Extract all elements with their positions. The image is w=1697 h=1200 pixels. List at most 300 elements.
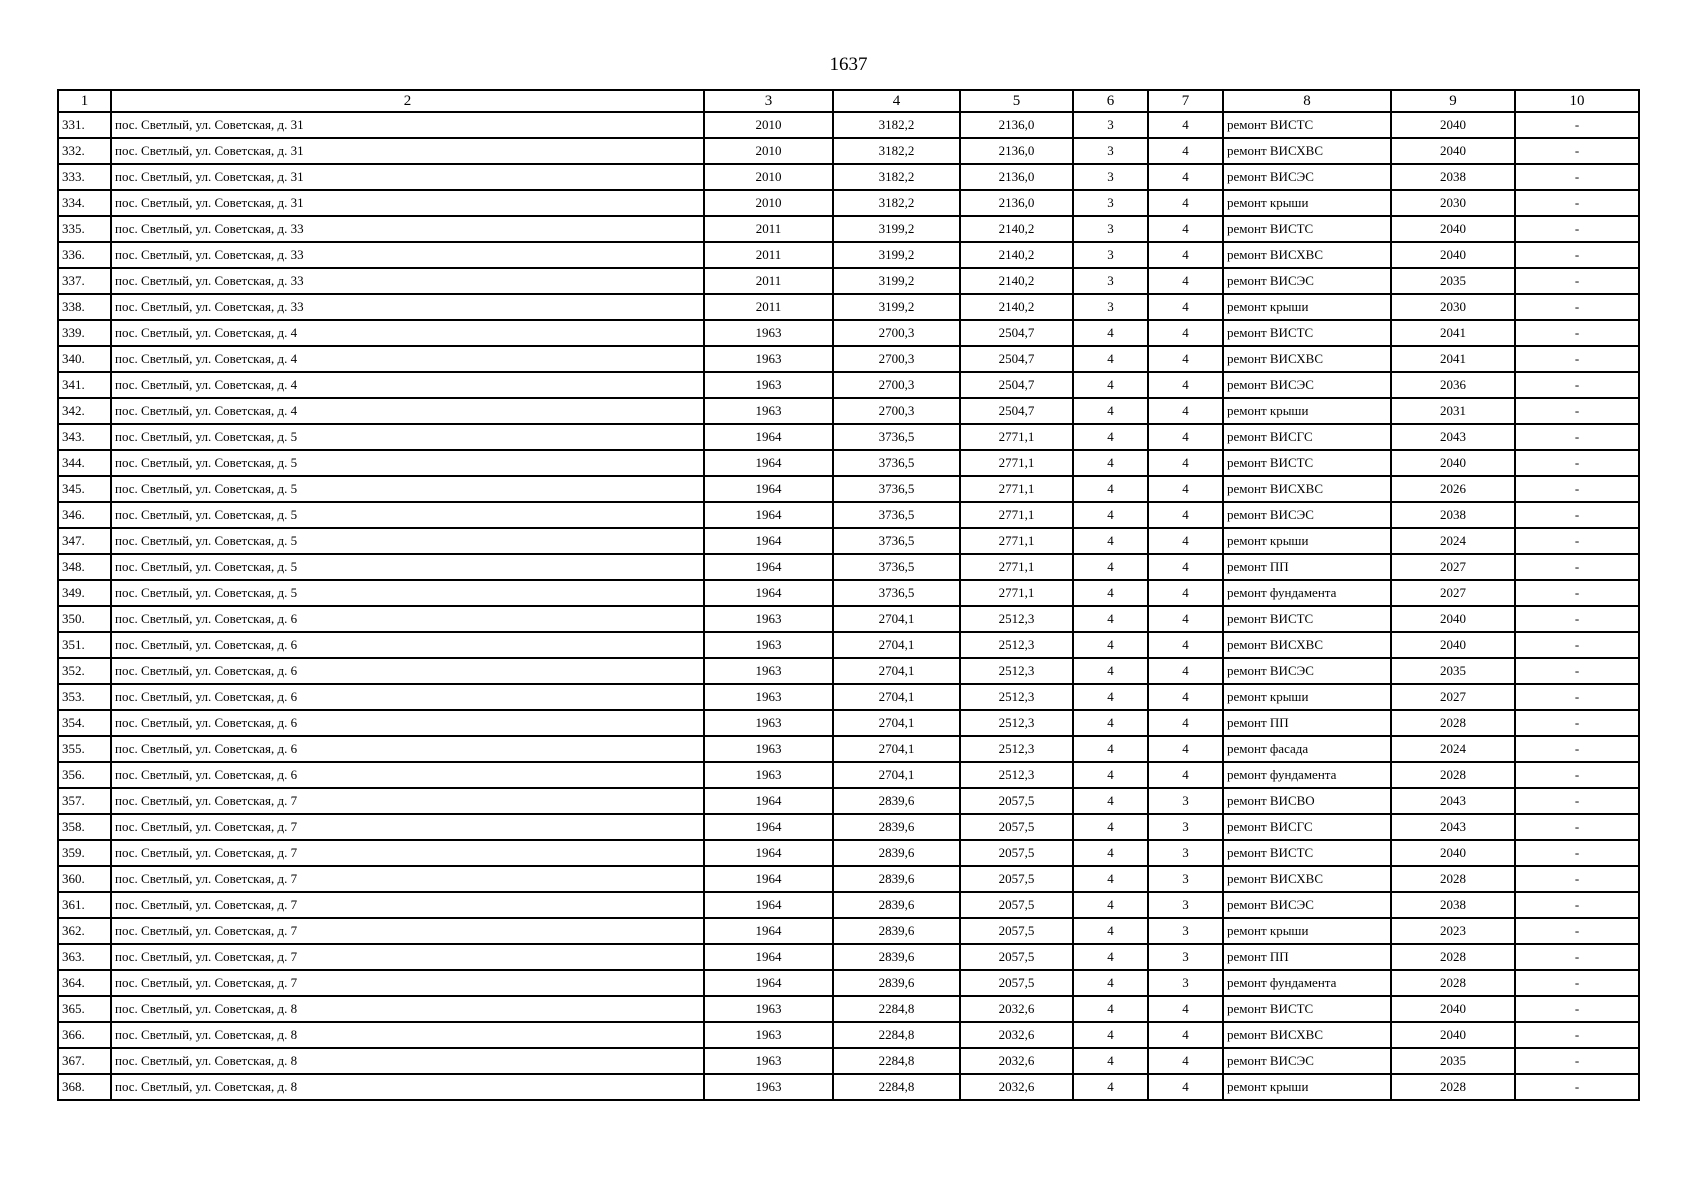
floors-cell: 4 [1073, 580, 1148, 606]
column-header: 1 [58, 90, 111, 112]
note-cell: - [1515, 918, 1639, 944]
residential-area-cell: 2512,3 [960, 632, 1073, 658]
planned-year-cell: 2030 [1391, 294, 1515, 320]
work-type-cell: ремонт крыши [1223, 684, 1391, 710]
table-row [58, 970, 1639, 996]
year-built-cell: 1963 [704, 762, 833, 788]
entrances-cell: 4 [1148, 164, 1223, 190]
data-table [57, 89, 1640, 1101]
residential-area-cell: 2512,3 [960, 762, 1073, 788]
row-number-cell: 345. [58, 476, 111, 502]
entrances-cell: 3 [1148, 814, 1223, 840]
address-cell: пос. Светлый, ул. Советская, д. 4 [111, 346, 704, 372]
entrances-cell: 4 [1148, 1048, 1223, 1074]
row-number-cell: 361. [58, 892, 111, 918]
table-row [58, 944, 1639, 970]
note-cell: - [1515, 762, 1639, 788]
work-type-cell: ремонт ВИСХВС [1223, 476, 1391, 502]
year-built-cell: 2011 [704, 216, 833, 242]
work-type-cell: ремонт ВИСТС [1223, 112, 1391, 138]
planned-year-cell: 2038 [1391, 164, 1515, 190]
row-number-cell: 360. [58, 866, 111, 892]
note-cell: - [1515, 450, 1639, 476]
work-type-cell: ремонт ПП [1223, 944, 1391, 970]
work-type-cell: ремонт ВИСХВС [1223, 866, 1391, 892]
table-row [58, 1074, 1639, 1100]
address-cell: пос. Светлый, ул. Советская, д. 33 [111, 268, 704, 294]
address-cell: пос. Светлый, ул. Советская, д. 6 [111, 684, 704, 710]
planned-year-cell: 2040 [1391, 840, 1515, 866]
floors-cell: 4 [1073, 814, 1148, 840]
floors-cell: 3 [1073, 294, 1148, 320]
table-row [58, 710, 1639, 736]
planned-year-cell: 2041 [1391, 346, 1515, 372]
row-number-cell: 352. [58, 658, 111, 684]
entrances-cell: 4 [1148, 736, 1223, 762]
address-cell: пос. Светлый, ул. Советская, д. 4 [111, 320, 704, 346]
year-built-cell: 1964 [704, 970, 833, 996]
total-area-cell: 3736,5 [833, 476, 960, 502]
row-number-cell: 367. [58, 1048, 111, 1074]
entrances-cell: 3 [1148, 944, 1223, 970]
row-number-cell: 344. [58, 450, 111, 476]
total-area-cell: 2839,6 [833, 970, 960, 996]
entrances-cell: 4 [1148, 268, 1223, 294]
table-row [58, 398, 1639, 424]
year-built-cell: 1964 [704, 788, 833, 814]
work-type-cell: ремонт ВИСЭС [1223, 892, 1391, 918]
note-cell: - [1515, 294, 1639, 320]
table-row [58, 684, 1639, 710]
planned-year-cell: 2024 [1391, 528, 1515, 554]
table-row [58, 840, 1639, 866]
row-number-cell: 334. [58, 190, 111, 216]
table-row [58, 736, 1639, 762]
floors-cell: 4 [1073, 606, 1148, 632]
note-cell: - [1515, 736, 1639, 762]
address-cell: пос. Светлый, ул. Советская, д. 8 [111, 996, 704, 1022]
entrances-cell: 4 [1148, 1022, 1223, 1048]
note-cell: - [1515, 788, 1639, 814]
work-type-cell: ремонт ВИСХВС [1223, 242, 1391, 268]
residential-area-cell: 2771,1 [960, 424, 1073, 450]
address-cell: пос. Светлый, ул. Советская, д. 5 [111, 580, 704, 606]
total-area-cell: 2284,8 [833, 1074, 960, 1100]
residential-area-cell: 2504,7 [960, 346, 1073, 372]
total-area-cell: 3736,5 [833, 528, 960, 554]
planned-year-cell: 2035 [1391, 268, 1515, 294]
entrances-cell: 4 [1148, 580, 1223, 606]
total-area-cell: 3182,2 [833, 112, 960, 138]
floors-cell: 4 [1073, 1022, 1148, 1048]
table-row [58, 268, 1639, 294]
total-area-cell: 2839,6 [833, 840, 960, 866]
planned-year-cell: 2043 [1391, 788, 1515, 814]
work-type-cell: ремонт ВИСТС [1223, 450, 1391, 476]
residential-area-cell: 2057,5 [960, 918, 1073, 944]
entrances-cell: 4 [1148, 632, 1223, 658]
note-cell: - [1515, 996, 1639, 1022]
residential-area-cell: 2057,5 [960, 788, 1073, 814]
entrances-cell: 3 [1148, 840, 1223, 866]
residential-area-cell: 2136,0 [960, 164, 1073, 190]
residential-area-cell: 2057,5 [960, 814, 1073, 840]
year-built-cell: 2010 [704, 190, 833, 216]
year-built-cell: 1963 [704, 658, 833, 684]
entrances-cell: 4 [1148, 242, 1223, 268]
address-cell: пос. Светлый, ул. Советская, д. 6 [111, 632, 704, 658]
entrances-cell: 4 [1148, 320, 1223, 346]
residential-area-cell: 2504,7 [960, 398, 1073, 424]
floors-cell: 4 [1073, 918, 1148, 944]
table-row [58, 112, 1639, 138]
year-built-cell: 1963 [704, 632, 833, 658]
floors-cell: 4 [1073, 346, 1148, 372]
total-area-cell: 3182,2 [833, 138, 960, 164]
floors-cell: 4 [1073, 736, 1148, 762]
year-built-cell: 2011 [704, 294, 833, 320]
work-type-cell: ремонт ПП [1223, 710, 1391, 736]
column-header: 2 [111, 90, 704, 112]
planned-year-cell: 2027 [1391, 554, 1515, 580]
entrances-cell: 4 [1148, 424, 1223, 450]
total-area-cell: 2839,6 [833, 866, 960, 892]
address-cell: пос. Светлый, ул. Советская, д. 5 [111, 450, 704, 476]
year-built-cell: 1963 [704, 346, 833, 372]
row-number-cell: 343. [58, 424, 111, 450]
floors-cell: 3 [1073, 268, 1148, 294]
row-number-cell: 355. [58, 736, 111, 762]
year-built-cell: 1964 [704, 918, 833, 944]
row-number-cell: 364. [58, 970, 111, 996]
total-area-cell: 2704,1 [833, 684, 960, 710]
column-header: 10 [1515, 90, 1639, 112]
table-row [58, 554, 1639, 580]
residential-area-cell: 2512,3 [960, 736, 1073, 762]
year-built-cell: 1963 [704, 398, 833, 424]
table-row [58, 918, 1639, 944]
work-type-cell: ремонт ВИСХВС [1223, 1022, 1391, 1048]
table-body [58, 112, 1639, 1100]
entrances-cell: 4 [1148, 684, 1223, 710]
row-number-cell: 353. [58, 684, 111, 710]
address-cell: пос. Светлый, ул. Советская, д. 7 [111, 892, 704, 918]
residential-area-cell: 2771,1 [960, 476, 1073, 502]
address-cell: пос. Светлый, ул. Советская, д. 4 [111, 398, 704, 424]
note-cell: - [1515, 372, 1639, 398]
address-cell: пос. Светлый, ул. Советская, д. 7 [111, 866, 704, 892]
total-area-cell: 2700,3 [833, 372, 960, 398]
address-cell: пос. Светлый, ул. Советская, д. 5 [111, 476, 704, 502]
total-area-cell: 3182,2 [833, 164, 960, 190]
note-cell: - [1515, 320, 1639, 346]
table-row [58, 1048, 1639, 1074]
entrances-cell: 4 [1148, 346, 1223, 372]
address-cell: пос. Светлый, ул. Советская, д. 7 [111, 788, 704, 814]
note-cell: - [1515, 164, 1639, 190]
address-cell: пос. Светлый, ул. Советская, д. 31 [111, 138, 704, 164]
floors-cell: 4 [1073, 762, 1148, 788]
year-built-cell: 1964 [704, 554, 833, 580]
note-cell: - [1515, 268, 1639, 294]
row-number-cell: 342. [58, 398, 111, 424]
entrances-cell: 4 [1148, 216, 1223, 242]
residential-area-cell: 2771,1 [960, 450, 1073, 476]
entrances-cell: 4 [1148, 658, 1223, 684]
address-cell: пос. Светлый, ул. Советская, д. 33 [111, 216, 704, 242]
entrances-cell: 3 [1148, 892, 1223, 918]
planned-year-cell: 2024 [1391, 736, 1515, 762]
year-built-cell: 1964 [704, 840, 833, 866]
note-cell: - [1515, 892, 1639, 918]
entrances-cell: 4 [1148, 606, 1223, 632]
table-row [58, 372, 1639, 398]
entrances-cell: 4 [1148, 1074, 1223, 1100]
note-cell: - [1515, 346, 1639, 372]
total-area-cell: 2839,6 [833, 944, 960, 970]
residential-area-cell: 2771,1 [960, 554, 1073, 580]
floors-cell: 4 [1073, 1048, 1148, 1074]
column-header: 8 [1223, 90, 1391, 112]
total-area-cell: 3736,5 [833, 580, 960, 606]
total-area-cell: 2284,8 [833, 1022, 960, 1048]
residential-area-cell: 2032,6 [960, 1022, 1073, 1048]
work-type-cell: ремонт крыши [1223, 190, 1391, 216]
residential-area-cell: 2057,5 [960, 866, 1073, 892]
table-row [58, 320, 1639, 346]
residential-area-cell: 2512,3 [960, 684, 1073, 710]
table-row [58, 190, 1639, 216]
floors-cell: 3 [1073, 112, 1148, 138]
column-header: 6 [1073, 90, 1148, 112]
address-cell: пос. Светлый, ул. Советская, д. 31 [111, 164, 704, 190]
total-area-cell: 2704,1 [833, 736, 960, 762]
floors-cell: 3 [1073, 164, 1148, 190]
entrances-cell: 3 [1148, 970, 1223, 996]
note-cell: - [1515, 632, 1639, 658]
table-row [58, 346, 1639, 372]
year-built-cell: 1963 [704, 710, 833, 736]
row-number-cell: 356. [58, 762, 111, 788]
total-area-cell: 2704,1 [833, 632, 960, 658]
residential-area-cell: 2512,3 [960, 710, 1073, 736]
residential-area-cell: 2771,1 [960, 580, 1073, 606]
note-cell: - [1515, 944, 1639, 970]
planned-year-cell: 2035 [1391, 1048, 1515, 1074]
total-area-cell: 2700,3 [833, 320, 960, 346]
note-cell: - [1515, 866, 1639, 892]
total-area-cell: 3199,2 [833, 216, 960, 242]
table-row [58, 528, 1639, 554]
table-row [58, 138, 1639, 164]
entrances-cell: 4 [1148, 528, 1223, 554]
residential-area-cell: 2136,0 [960, 190, 1073, 216]
year-built-cell: 2010 [704, 112, 833, 138]
work-type-cell: ремонт крыши [1223, 1074, 1391, 1100]
residential-area-cell: 2057,5 [960, 840, 1073, 866]
note-cell: - [1515, 138, 1639, 164]
entrances-cell: 4 [1148, 476, 1223, 502]
entrances-cell: 4 [1148, 398, 1223, 424]
residential-area-cell: 2504,7 [960, 372, 1073, 398]
table-row [58, 866, 1639, 892]
row-number-cell: 365. [58, 996, 111, 1022]
planned-year-cell: 2038 [1391, 502, 1515, 528]
total-area-cell: 2704,1 [833, 762, 960, 788]
floors-cell: 4 [1073, 1074, 1148, 1100]
note-cell: - [1515, 528, 1639, 554]
planned-year-cell: 2040 [1391, 632, 1515, 658]
floors-cell: 4 [1073, 866, 1148, 892]
planned-year-cell: 2040 [1391, 606, 1515, 632]
table-row [58, 606, 1639, 632]
total-area-cell: 2839,6 [833, 814, 960, 840]
year-built-cell: 1964 [704, 580, 833, 606]
year-built-cell: 1963 [704, 1074, 833, 1100]
address-cell: пос. Светлый, ул. Советская, д. 7 [111, 944, 704, 970]
column-header: 3 [704, 90, 833, 112]
table-row [58, 502, 1639, 528]
table-row [58, 164, 1639, 190]
year-built-cell: 1964 [704, 814, 833, 840]
address-cell: пос. Светлый, ул. Советская, д. 7 [111, 918, 704, 944]
work-type-cell: ремонт ВИСТС [1223, 840, 1391, 866]
total-area-cell: 3199,2 [833, 242, 960, 268]
work-type-cell: ремонт крыши [1223, 918, 1391, 944]
floors-cell: 3 [1073, 242, 1148, 268]
note-cell: - [1515, 580, 1639, 606]
planned-year-cell: 2030 [1391, 190, 1515, 216]
entrances-cell: 4 [1148, 762, 1223, 788]
table-row [58, 632, 1639, 658]
address-cell: пос. Светлый, ул. Советская, д. 8 [111, 1048, 704, 1074]
note-cell: - [1515, 1022, 1639, 1048]
total-area-cell: 2284,8 [833, 1048, 960, 1074]
total-area-cell: 2839,6 [833, 918, 960, 944]
column-header: 9 [1391, 90, 1515, 112]
planned-year-cell: 2026 [1391, 476, 1515, 502]
total-area-cell: 2700,3 [833, 346, 960, 372]
row-number-cell: 346. [58, 502, 111, 528]
work-type-cell: ремонт крыши [1223, 294, 1391, 320]
floors-cell: 4 [1073, 996, 1148, 1022]
floors-cell: 4 [1073, 476, 1148, 502]
planned-year-cell: 2040 [1391, 450, 1515, 476]
year-built-cell: 2011 [704, 242, 833, 268]
note-cell: - [1515, 502, 1639, 528]
row-number-cell: 366. [58, 1022, 111, 1048]
work-type-cell: ремонт ПП [1223, 554, 1391, 580]
note-cell: - [1515, 424, 1639, 450]
row-number-cell: 368. [58, 1074, 111, 1100]
floors-cell: 4 [1073, 970, 1148, 996]
note-cell: - [1515, 970, 1639, 996]
table-row [58, 814, 1639, 840]
work-type-cell: ремонт ВИСТС [1223, 996, 1391, 1022]
work-type-cell: ремонт ВИСЭС [1223, 268, 1391, 294]
row-number-cell: 347. [58, 528, 111, 554]
address-cell: пос. Светлый, ул. Советская, д. 7 [111, 814, 704, 840]
floors-cell: 4 [1073, 710, 1148, 736]
floors-cell: 3 [1073, 190, 1148, 216]
table-header-row [58, 90, 1639, 112]
table-row [58, 658, 1639, 684]
work-type-cell: ремонт ВИСХВС [1223, 346, 1391, 372]
address-cell: пос. Светлый, ул. Советская, д. 5 [111, 502, 704, 528]
address-cell: пос. Светлый, ул. Советская, д. 33 [111, 242, 704, 268]
planned-year-cell: 2028 [1391, 944, 1515, 970]
residential-area-cell: 2771,1 [960, 528, 1073, 554]
entrances-cell: 3 [1148, 788, 1223, 814]
total-area-cell: 3199,2 [833, 268, 960, 294]
floors-cell: 4 [1073, 398, 1148, 424]
floors-cell: 4 [1073, 450, 1148, 476]
floors-cell: 4 [1073, 788, 1148, 814]
floors-cell: 4 [1073, 424, 1148, 450]
note-cell: - [1515, 1048, 1639, 1074]
floors-cell: 3 [1073, 216, 1148, 242]
entrances-cell: 4 [1148, 996, 1223, 1022]
column-header: 7 [1148, 90, 1223, 112]
table-row [58, 580, 1639, 606]
table-row [58, 1022, 1639, 1048]
row-number-cell: 354. [58, 710, 111, 736]
floors-cell: 4 [1073, 372, 1148, 398]
planned-year-cell: 2040 [1391, 1022, 1515, 1048]
address-cell: пос. Светлый, ул. Советская, д. 5 [111, 528, 704, 554]
year-built-cell: 1964 [704, 450, 833, 476]
year-built-cell: 2010 [704, 164, 833, 190]
work-type-cell: ремонт ВИСХВС [1223, 138, 1391, 164]
work-type-cell: ремонт крыши [1223, 528, 1391, 554]
row-number-cell: 348. [58, 554, 111, 580]
entrances-cell: 4 [1148, 294, 1223, 320]
address-cell: пос. Светлый, ул. Советская, д. 5 [111, 424, 704, 450]
entrances-cell: 3 [1148, 866, 1223, 892]
residential-area-cell: 2057,5 [960, 970, 1073, 996]
work-type-cell: ремонт фасада [1223, 736, 1391, 762]
address-cell: пос. Светлый, ул. Советская, д. 6 [111, 736, 704, 762]
note-cell: - [1515, 840, 1639, 866]
table-row [58, 424, 1639, 450]
year-built-cell: 1964 [704, 944, 833, 970]
entrances-cell: 4 [1148, 112, 1223, 138]
work-type-cell: ремонт ВИСЭС [1223, 502, 1391, 528]
planned-year-cell: 2041 [1391, 320, 1515, 346]
residential-area-cell: 2032,6 [960, 996, 1073, 1022]
planned-year-cell: 2036 [1391, 372, 1515, 398]
entrances-cell: 4 [1148, 710, 1223, 736]
residential-area-cell: 2057,5 [960, 944, 1073, 970]
residential-area-cell: 2140,2 [960, 216, 1073, 242]
row-number-cell: 357. [58, 788, 111, 814]
address-cell: пос. Светлый, ул. Советская, д. 6 [111, 606, 704, 632]
planned-year-cell: 2028 [1391, 866, 1515, 892]
entrances-cell: 4 [1148, 450, 1223, 476]
planned-year-cell: 2043 [1391, 814, 1515, 840]
floors-cell: 4 [1073, 658, 1148, 684]
table-row [58, 242, 1639, 268]
floors-cell: 4 [1073, 944, 1148, 970]
table-row [58, 450, 1639, 476]
note-cell: - [1515, 606, 1639, 632]
address-cell: пос. Светлый, ул. Советская, д. 31 [111, 190, 704, 216]
address-cell: пос. Светлый, ул. Советская, д. 7 [111, 970, 704, 996]
total-area-cell: 2839,6 [833, 892, 960, 918]
work-type-cell: ремонт ВИСГС [1223, 814, 1391, 840]
work-type-cell: ремонт ВИСХВС [1223, 632, 1391, 658]
work-type-cell: ремонт крыши [1223, 398, 1391, 424]
